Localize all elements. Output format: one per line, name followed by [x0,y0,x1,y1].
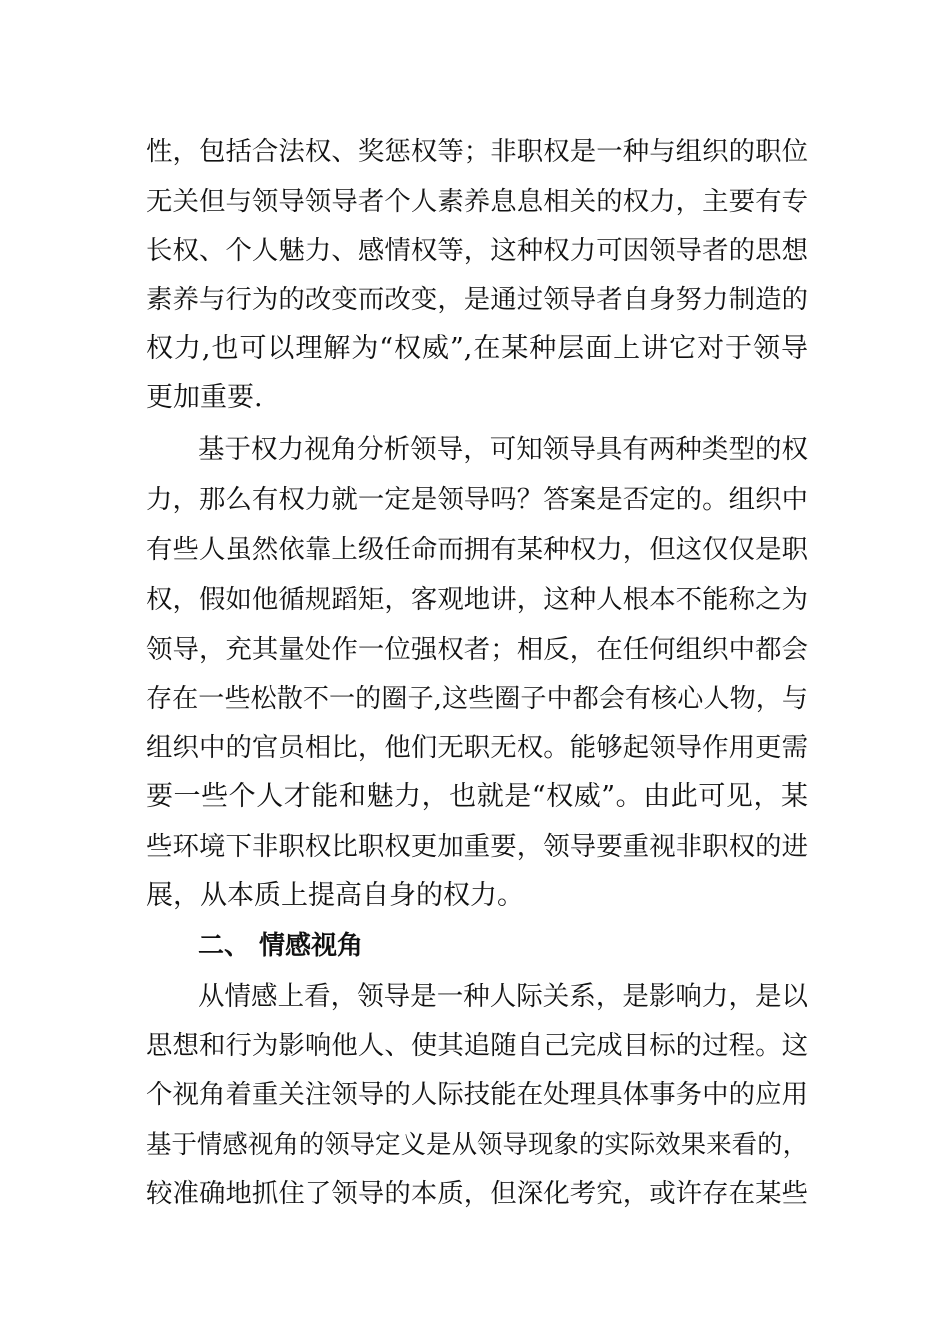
paragraph-3-line-5: 较准确地抓住了领导的本质，但深化考究，或许存在某些 [146,1178,808,1209]
paragraph-2-line-9: 些环境下非职权比职权更加重要，领导要重视非职权的进 [146,831,808,862]
section-heading: 二、 情感视角 [198,931,364,961]
paragraph-2-line-5: 领导，充其量处作一位强权者；相反，在任何组织中都会 [146,634,808,665]
paragraph-2-line-3: 有些人虽然依靠上级任命而拥有某种权力，但这仅仅是职 [146,534,808,565]
paragraph-2-line-1: 基于权力视角分析领导，可知领导具有两种类型的权 [198,434,808,465]
paragraph-3-line-4: 基于情感视角的领导定义是从领导现象的实际效果来看的， [146,1129,808,1159]
paragraph-3-line-2: 思想和行为影响他人、使其追随自己完成目标的过程。这 [146,1030,808,1061]
paragraph-3-line-3: 个视角着重关注领导的人际技能在处理具体事务中的应用 [146,1079,808,1110]
paragraph-2-line-10: 展，从本质上提高自身的权力。 [146,880,524,911]
paragraph-2-line-2: 力，那么有权力就一定是领导吗？答案是否定的。组织中 [146,484,808,515]
paragraph-1-line-6: 更加重要. [146,382,263,413]
paragraph-1-line-3: 长权、个人魅力、感情权等，这种权力可因领导者的思想 [146,235,808,266]
paragraph-2-line-6: 存在一些松散不一的圈子,这些圈子中都会有核心人物，与 [146,684,808,714]
paragraph-2-line-7: 组织中的官员相比，他们无职无权。能够起领导作用更需 [146,732,808,763]
paragraph-2-line-8: 要一些个人才能和魅力，也就是“权威”。由此可见，某 [146,781,808,812]
paragraph-1-line-5: 权力,也可以理解为“权威”,在某种层面上讲它对于领导 [146,333,808,364]
paragraph-1-line-4: 素养与行为的改变而改变，是通过领导者自身努力制造的 [146,284,808,315]
paragraph-3-line-1: 从情感上看，领导是一种人际关系，是影响力，是以 [198,981,808,1012]
paragraph-1-line-2: 无关但与领导领导者个人素养息息相关的权力，主要有专 [146,186,808,217]
paragraph-2-line-4: 权，假如他循规蹈矩，客观地讲，这种人根本不能称之为 [146,584,808,615]
paragraph-1-line-1: 性，包括合法权、奖惩权等；非职权是一种与组织的职位 [146,136,808,167]
